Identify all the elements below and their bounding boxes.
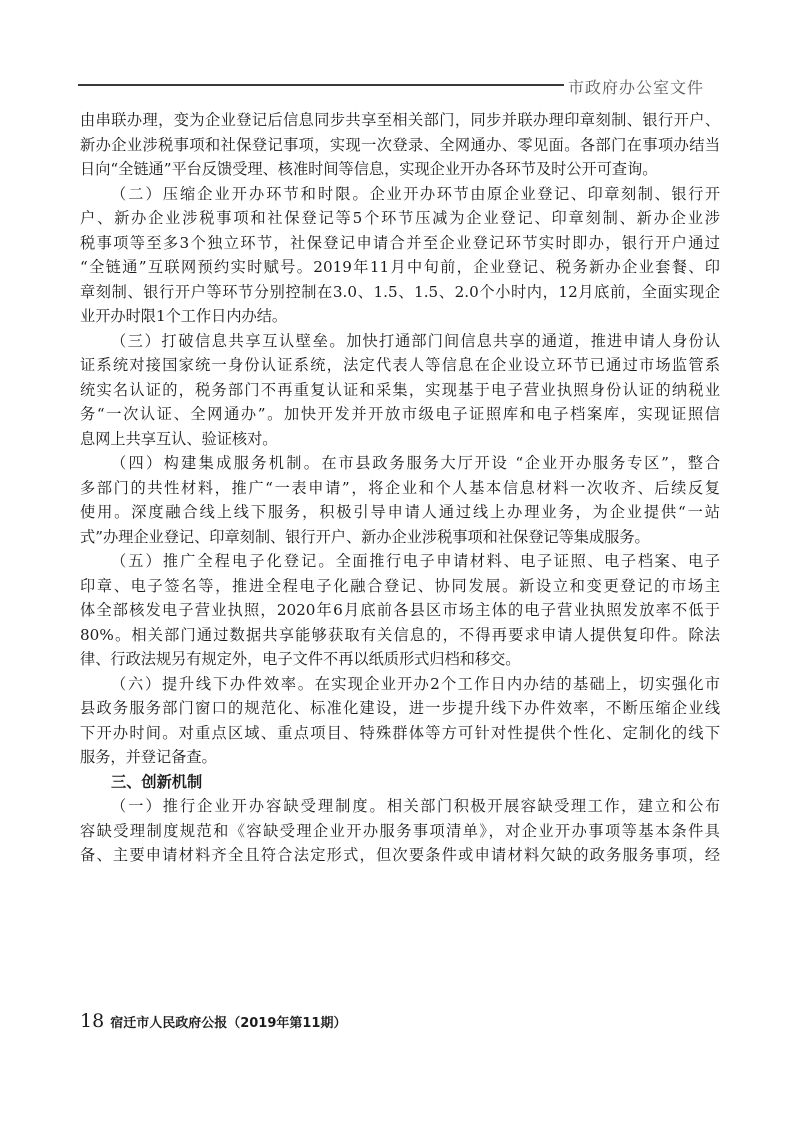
paragraph-title: （五）推广全程电子化登记。 [111,552,336,570]
text-line: 式”办理企业登记、印章刻制、银行开户、新办企业涉税事项和社保登记等集成服务。 [80,527,650,546]
text-line: 服务，并登记备查。 [80,748,217,766]
text-line: 80%。相关部门通过数据共享能够获取有关信息的，不得再要求申请人提供复印件。除法 [80,625,720,644]
text-line: 税事项等至多3个独立环节，社保登记申请合并至企业登记环节实时即办，银行开户通过 [80,233,720,252]
page-number: 18 [80,1010,105,1032]
text-line: 证系统对接国家统一身份认证系统，法定代表人等信息在企业设立环节已通过市场监管系 [80,356,720,374]
header-rule [78,84,564,86]
paragraph-offline-efficiency [80,672,720,770]
text-line: 息网上共享互认、验证核对。 [80,429,278,448]
text-line: 使用。深度融合线上线下服务，积极引导申请人通过线上办理业务，为企业提供“一站 [80,503,720,521]
header-label: 市政府办公室文件 [568,78,705,97]
paragraph-tolerance-acceptance [80,794,720,868]
paragraph-text: 企业开办环节由原企业登记、印章刻制、银行开 [369,184,720,203]
text-line: 律、行政法规另有规定外，电子文件不再以纸质形式归档和移交。 [80,650,521,668]
paragraph-text: 加快打通部门间信息共享的通道，推进申请人身份认 [346,331,720,350]
text-line: 务“一次认证、全网通办”。加快开发并开放市级电子证照库和电子档案库，实现证照信 [80,405,720,423]
paragraph-compress-steps [80,182,720,329]
text-line [80,794,720,819]
text-line: 日向“全链通”平台反馈受理、核准时间等信息，实现企业开办各环节及时公开可查询。 [80,160,658,178]
text-line: 下开办时间。对重点区域、重点项目、特殊群体等方可针对性提供个性化、定制化的线下 [80,723,720,742]
text-line [80,329,720,354]
text-line: 体全部核发电子营业执照，2020年6月底前各县区市场主体的电子营业执照发放率不低于 [80,601,720,619]
journal-title: 宿迁市人民政府公报（2019年第11期） [110,1016,347,1031]
text-line: 县政务服务部门窗口的规范化、标准化建设，进一步提升线下办件效率，不断压缩企业线 [80,699,720,717]
paragraph-title: （四）构建集成服务机制。 [111,454,322,472]
paragraph-title: （一）推行企业开办容缺受理制度。 [111,797,387,815]
text-line: 由串联办理，变为企业登记后信息同步共享至相关部门，同步并联办理印章刻制、银行开户、 [80,111,720,129]
text-line [80,182,720,207]
text-line: 多部门的共性材料，推广“一表申请”，将企业和个人基本信息材料一次收齐、后续反复 [80,478,720,497]
text-line: 户、新办企业涉税事项和社保登记等5个环节压减为企业登记、印章刻制、新办企业涉 [80,209,720,227]
paragraph-title: （二）压缩企业开办环节和时限。 [111,184,370,203]
text-line: 统实名认证的，税务部门不再重复认证和采集，实现基于电子营业执照身份认证的纳税业 [80,380,720,399]
text-line: 印章、电子签名等，推进全程电子化融合登记、协同发展。新设立和变更登记的市场主 [80,576,720,595]
paragraph-continuation [80,108,720,182]
paragraph-electronic-registration [80,549,720,672]
page-footer [80,1010,346,1032]
text-line: 业开办时限1个工作日内办结。 [80,307,288,325]
paragraph-title: （三）打破信息共享互认壁垒。 [111,331,347,350]
text-line: 新办企业涉税事项和社保登记事项，实现一次登录、全网通办、零见面。各部门在事项办结当 [80,135,720,154]
section-heading: 三、创新机制 [111,772,203,791]
paragraph-text: 全面推行电子申请材料、电子证照、电子档案、电子 [335,552,720,570]
paragraph-text: 在实现企业开办2个工作日内办结的基础上，切实强化市 [314,674,720,693]
paragraph-title: （六）提升线下办件效率。 [111,674,315,693]
paragraph-integrated-service [80,451,720,549]
text-line [80,451,720,476]
text-line: 章刻制、银行开户等环节分别控制在3.0、1.5、1.5、2.0个小时内，12月底前，全面实现企 [80,282,720,301]
text-line [80,672,720,697]
text-line: 备、主要申请材料齐全且符合法定形式，但次要条件或申请材料欠缺的政务服务事项，经 [80,846,720,864]
paragraph-text: 在市县政务服务大厅开设 “企业开办服务专区”，整合 [321,454,720,472]
text-line: “全链通”互联网预约实时赋号。2019年11月中旬前，企业登记、税务新办企业套餐、印 [80,258,720,276]
paragraph-info-sharing [80,329,720,452]
text-line: 容缺受理制度规范和《容缺受理企业开办服务事项清单》，对企业开办事项等基本条件具 [80,821,720,840]
text-line [80,549,720,574]
document-body [80,108,720,868]
paragraph-text: 相关部门积极开展容缺受理工作，建立和公布 [386,797,720,815]
